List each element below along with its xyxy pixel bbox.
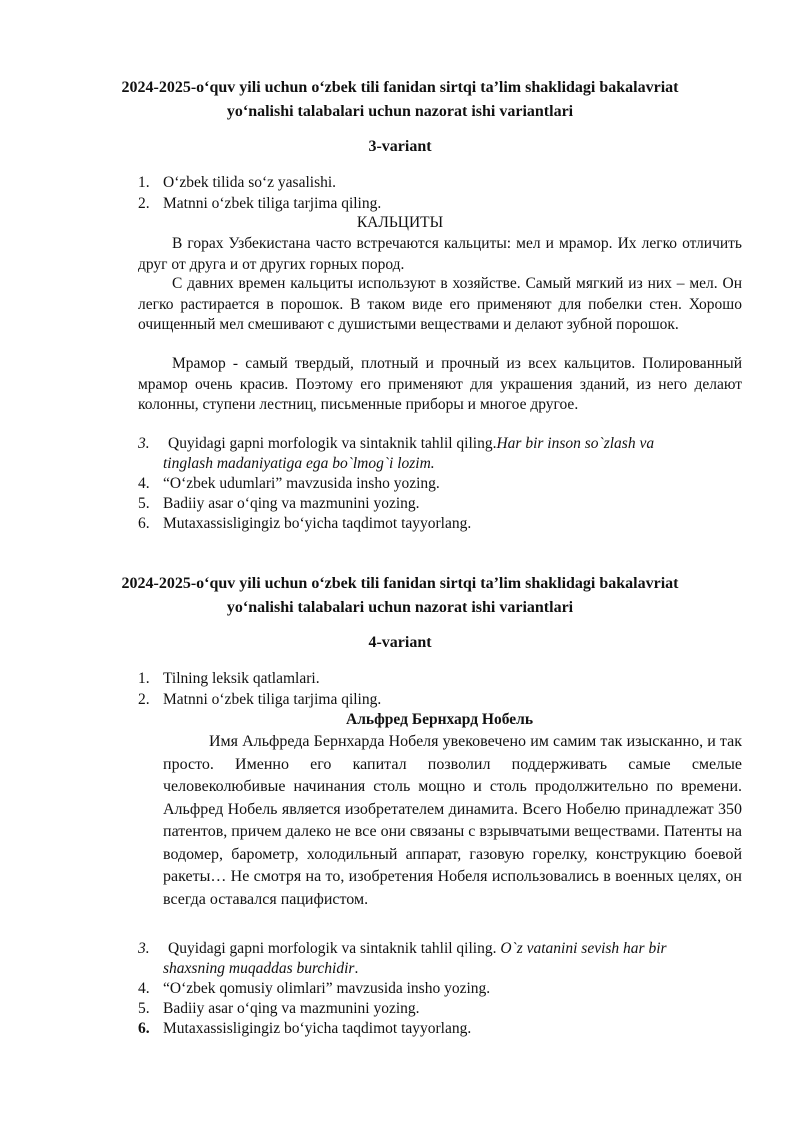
section-title [100,572,700,620]
list-number: 3. [138,435,150,452]
period: . [354,960,359,977]
paragraph: Мрамор - самый твердый, плотный и прочный из всех кальцитов. Полированный мрамор очень красив. Поэтому его применяют для украшения зданий, из него делают колонны, ступени лестниц, письменные приборы и многое другое. [138,355,742,413]
paragraph: С давних времен кальциты используют в хозяйстве. Самый мягкий из них – мел. Он легко растирается в порошок. В таком виде его применяют для побелки стен. Хорошо очищенный мел смешивают с душистыми веществами и делают зубной порошок. [138,275,742,333]
list-text [168,939,667,959]
variant-heading: 4-variant [368,634,432,651]
list-number: 3. [138,940,150,957]
list-number: 2. [138,195,150,212]
list-text: Matnni o‘zbek tiliga tarjima qiling. [163,691,382,708]
task-sentence: Har bir inson so`zlash va [496,435,655,452]
list-text: Badiiy asar o‘qing va mazmunini yozing. [163,1000,420,1017]
list-number: 4. [138,980,150,997]
list-item-3-continued [163,959,358,979]
list-number: 5. [138,495,150,512]
list-text [168,434,654,454]
list-text: O‘zbek tilida so‘z yasalishi. [163,174,337,191]
list-number: 2. [138,691,150,708]
list-text: “O‘zbek udumlari” mavzusida insho yozing. [163,475,440,492]
task-instruction: Quyidagi gapni morfologik va sintaknik tahlil qiling. [168,940,497,957]
task-sentence-end: shaxsning muqaddas burchidir [163,960,355,977]
list-number: 5. [138,1000,150,1017]
list-number: 1. [138,670,150,687]
variant-heading: 3-variant [368,138,432,155]
task-sentence: O`z vatanini sevish har bir [500,940,667,957]
variant-3-section [0,76,800,124]
title-line-1: 2024-2025-o‘quv yili uchun o‘zbek tili fanidan sirtqi ta’lim shaklidagi bakalavriat [121,79,679,96]
list-text: Tilning leksik qatlamlari. [163,670,320,687]
list-text: Matnni o‘zbek tiliga tarjima qiling. [163,195,382,212]
task-instruction: Quyidagi gapni morfologik va sintaknik tahlil qiling. [168,435,497,452]
section-title [100,76,700,124]
list-text: Mutaxassisligingiz bo‘yicha taqdimot tayyorlang. [163,1020,472,1037]
paragraph: В горах Узбекистана часто встречаются кальциты: мел и мрамор. Их легко отличить друг от друга и от других горных пород. [138,235,742,273]
title-line-1: 2024-2025-o‘quv yili uchun o‘zbek tili fanidan sirtqi ta’lim shaklidagi bakalavriat [121,575,679,592]
list-number: 1. [138,174,150,191]
list-text: Mutaxassisligingiz bo‘yicha taqdimot tayyorlang. [163,515,472,532]
text-title: Альфред Бернхард Нобель [346,711,534,728]
list-number: 4. [138,475,150,492]
list-item-3-continued: tinglash madaniyatiga ega bo`lmog`i lozim. [163,455,435,472]
title-line-2: yo‘nalishi talabalari uchun nazorat ishi variantlari [226,599,574,616]
list-number: 6. [138,1020,150,1037]
list-text: “O‘zbek qomusiy olimlari” mavzusida insho yozing. [163,980,491,997]
text-title: КАЛЬЦИТЫ [356,214,444,231]
list-number: 6. [138,515,150,532]
variant-4-section [0,572,800,620]
title-line-2: yo‘nalishi talabalari uchun nazorat ishi variantlari [226,103,574,120]
list-text: Badiiy asar o‘qing va mazmunini yozing. [163,495,420,512]
paragraph: Имя Альфреда Бернхарда Нобеля увековечено им самим так изысканно, и так просто. Именно его капитал позволил поддерживать самые смелые человеколюбивые начинания столь мощно и столь продолжительно по времени. Альфред Нобель является изобретателем динамита. Всего Нобелю принадлежат 350 патентов, причем далеко не все они связаны с взрывчатыми веществами. Патенты на водомер, барометр, холодильный аппарат, газовую горелку, конструкцию боевой ракеты… Не смотря на то, изобретения Нобеля использовались в военных целях, он всегда оставался пацифистом. [163,733,743,908]
